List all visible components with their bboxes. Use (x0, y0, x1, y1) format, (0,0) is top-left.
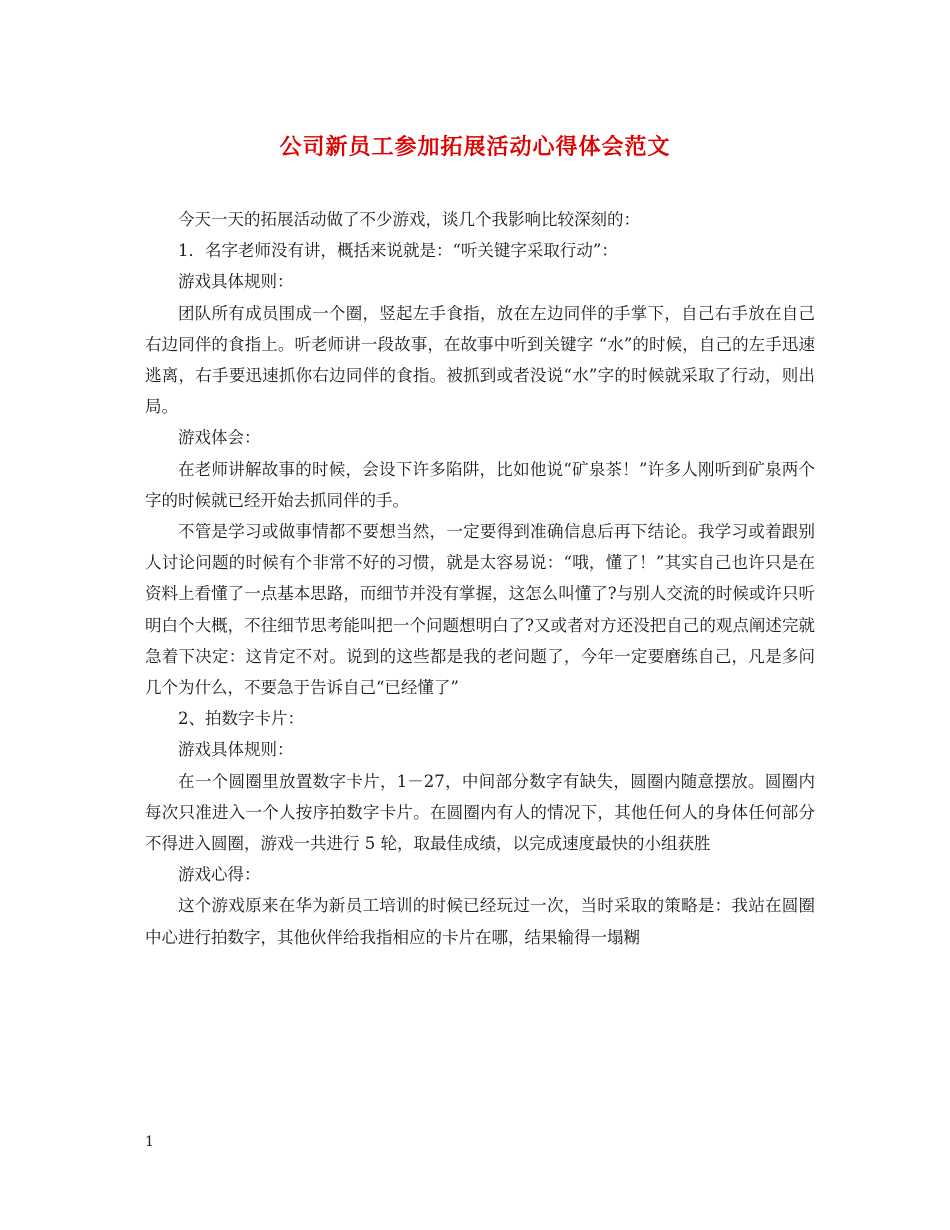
paragraph: 游戏具体规则： (178, 740, 294, 760)
paragraph: 不管是学习或做事情都不要想当然，一定要得到准确信息后再下结论。我学习或着跟别人讨论问题的时候有个非常不好的习惯，就是太容易说：“哦，懂了！”其实自己也许只是在资料上看懂了一点基本思路，而细节并没有掌握，这怎么叫懂了?与别人交流的时候或许只听明白个大概，不往细节思考能叫把一个问题想明白了?又或者对方还没把自己的观点阐述完就急着下决定：这肯定不对。说到的这些都是我的老问题了，今年一定要磨练自己，凡是多问几个为什么，不要急于告诉自己“已经懂了” (145, 522, 815, 698)
paragraph: 2、拍数字卡片： (178, 709, 304, 729)
paragraph: 今天一天的拓展活动做了不少游戏，谈几个我影响比较深刻的： (178, 210, 640, 229)
paragraph: 游戏心得： (178, 865, 261, 885)
document-body (145, 204, 815, 953)
paragraph: 游戏具体规则： (178, 272, 294, 292)
paragraph: 团队所有成员围成一个圈，竖起左手食指，放在左边同伴的手掌下，自己右手放在自己右边同伴的食指上。听老师讲一段故事，在故事中听到关键字 “水”的时候，自己的左手迅速逃离，右手要迅速抓你右边同伴的食指。被抓到或者没说“水”字的时候就采取了行动，则出局。 (145, 303, 815, 417)
paragraph: 1．名字老师没有讲，概括来说就是：“听关键字采取行动”： (178, 241, 618, 261)
paragraph: 游戏体会： (178, 428, 261, 448)
document-title: 公司新员工参加拓展活动心得体会范文 (279, 134, 671, 160)
page-number: 1 (145, 1134, 154, 1150)
paragraph: 在老师讲解故事的时候，会设下许多陷阱，比如他说“矿泉茶！”许多人刚听到矿泉两个字的时候就已经开始去抓同伴的手。 (145, 459, 815, 510)
paragraph: 这个游戏原来在华为新员工培训的时候已经玩过一次，当时采取的策略是：我站在圆圈中心进行拍数字，其他伙伴给我指相应的卡片在哪，结果输得一塌糊 (145, 896, 815, 947)
paragraph: 在一个圆圈里放置数字卡片，1－27，中间部分数字有缺失，圆圈内随意摆放。圆圈内每次只准进入一个人按序拍数字卡片。在圆圈内有人的情况下，其他任何人的身体任何部分不得进入圆圈，游戏一共进行 5 轮，取最佳成绩，以完成速度最快的小组获胜 (145, 771, 815, 854)
